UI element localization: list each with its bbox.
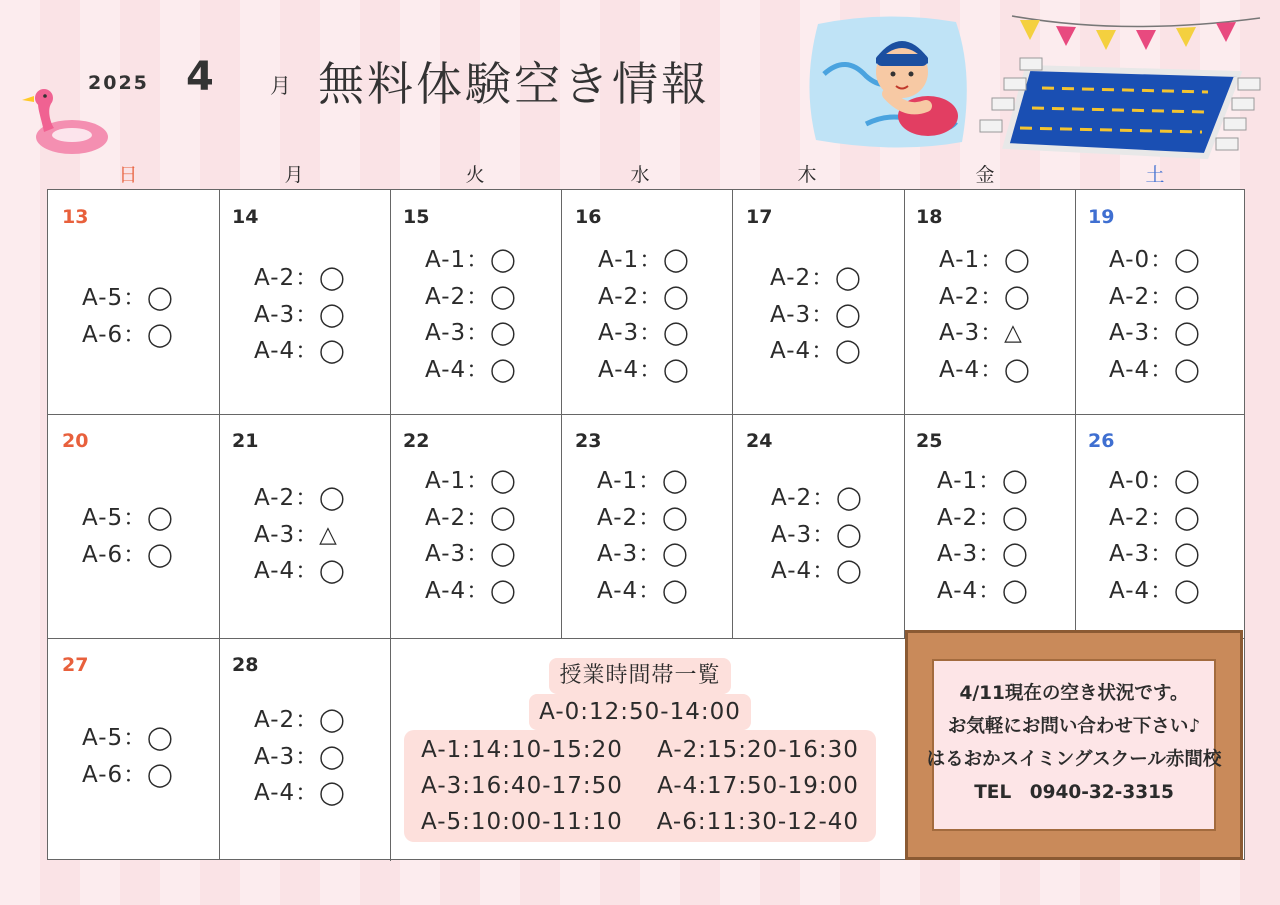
date-label: 13	[62, 206, 89, 228]
availability-slot: A-4：◯	[771, 558, 863, 584]
availability-slot: A-2：◯	[770, 265, 862, 291]
availability-list	[939, 242, 1031, 388]
availability-slot: A-3：◯	[425, 541, 517, 567]
availability-slot: A-2：◯	[937, 504, 1029, 531]
availability-slot: A-1：◯	[598, 247, 690, 273]
availability-slot: A-4：◯	[425, 356, 517, 383]
date-label: 27	[62, 654, 89, 676]
weekday-tue: 火	[465, 164, 485, 186]
notice-line: はるおかスイミングスクール赤間校	[926, 749, 1222, 770]
availability-list	[597, 463, 689, 609]
availability-slot: A-2：◯	[939, 283, 1031, 310]
availability-slot: A-6：◯	[82, 541, 174, 568]
availability-slot: A-6：◯	[82, 761, 174, 788]
availability-slot: A-3：◯	[425, 320, 517, 346]
schedule-slot: A-3:16:40-17:50	[421, 773, 623, 799]
availability-slot: A-0：◯	[1109, 247, 1201, 273]
date-label: 17	[746, 206, 773, 228]
availability-slot: A-2：◯	[598, 283, 690, 310]
availability-list	[82, 280, 174, 353]
availability-slot: A-3：◯	[254, 301, 346, 328]
availability-slot: A-2：◯	[1109, 283, 1201, 310]
availability-slot: A-3：◯	[597, 541, 689, 567]
availability-slot: A-4：◯	[254, 338, 346, 364]
availability-list	[254, 260, 346, 370]
availability-slot: A-2：◯	[597, 504, 689, 531]
weekday-fri: 金	[975, 164, 995, 186]
schedule-slot: A-1:14:10-15:20	[421, 737, 623, 763]
availability-slot: A-1：◯	[597, 468, 689, 494]
date-label: 28	[232, 654, 259, 676]
notice-line: 4/11現在の空き状況です。	[959, 683, 1189, 704]
date-label: 16	[575, 206, 602, 228]
availability-slot: A-5：◯	[82, 725, 174, 751]
availability-list	[425, 242, 517, 388]
swimmer-illustration	[806, 14, 972, 150]
availability-slot: A-3：◯	[937, 541, 1029, 567]
schedule-slot: A-4:17:50-19:00	[657, 773, 859, 799]
availability-slot: A-4：◯	[770, 338, 862, 364]
notice-line: お気軽にお問い合わせ下さい♪	[947, 716, 1201, 737]
availability-slot: A-3：◯	[1109, 320, 1201, 346]
date-label: 15	[403, 206, 430, 228]
date-label: 24	[746, 430, 773, 452]
availability-slot: A-2：◯	[254, 707, 346, 733]
availability-slot: A-4：◯	[425, 577, 517, 604]
date-label: 19	[1088, 206, 1115, 228]
availability-slot: A-2：◯	[425, 504, 517, 531]
availability-list	[1109, 463, 1201, 609]
availability-slot: A-2：◯	[1109, 504, 1201, 531]
availability-slot: A-3：◯	[770, 301, 862, 328]
schedule-title: 授業時間帯一覧	[549, 658, 730, 694]
month-number: 4	[186, 54, 214, 100]
date-label: 22	[403, 430, 430, 452]
availability-slot: A-3：△	[254, 521, 338, 548]
availability-list	[82, 720, 174, 793]
schedule-grid	[404, 730, 876, 842]
date-label: 14	[232, 206, 259, 228]
availability-slot: A-2：◯	[425, 283, 517, 310]
weekday-sun: 日	[118, 164, 138, 186]
availability-slot: A-3：◯	[771, 521, 863, 548]
weekday-mon: 月	[284, 164, 304, 186]
month-unit: 月	[270, 74, 291, 98]
availability-slot: A-4：◯	[939, 356, 1031, 383]
availability-slot: A-1：◯	[425, 247, 517, 273]
availability-list	[425, 463, 517, 609]
availability-list	[770, 260, 862, 370]
availability-slot: A-4：◯	[254, 558, 346, 584]
notice-phone: TEL 0940-32-3315	[974, 782, 1174, 803]
class-schedule-legend	[404, 658, 876, 842]
pool-illustration	[976, 6, 1262, 166]
notice-board	[905, 630, 1243, 860]
availability-slot: A-5：◯	[82, 505, 174, 531]
date-label: 25	[916, 430, 943, 452]
availability-slot: A-5：◯	[82, 285, 174, 311]
availability-slot: A-3：△	[939, 320, 1023, 346]
availability-list	[254, 480, 346, 590]
availability-list	[771, 480, 863, 590]
schedule-slot-a0: A-0:12:50-14:00	[529, 694, 751, 730]
availability-slot: A-4：◯	[937, 577, 1029, 604]
availability-list	[82, 500, 174, 573]
availability-slot: A-0：◯	[1109, 468, 1201, 494]
date-label: 21	[232, 430, 259, 452]
availability-slot: A-3：◯	[598, 320, 690, 346]
availability-slot: A-2：◯	[254, 485, 346, 511]
schedule-slot: A-6:11:30-12-40	[656, 809, 860, 835]
availability-list	[937, 463, 1029, 609]
availability-slot: A-4：◯	[598, 356, 690, 383]
date-label: 20	[62, 430, 89, 452]
availability-list	[254, 702, 346, 812]
availability-slot: A-2：◯	[771, 485, 863, 511]
availability-slot: A-1：◯	[425, 468, 517, 494]
page-title: 無料体験空き情報	[318, 57, 710, 111]
year-label: 2025	[88, 72, 149, 94]
availability-list	[1109, 242, 1201, 388]
availability-list	[598, 242, 690, 388]
date-label: 26	[1088, 430, 1115, 452]
availability-slot: A-1：◯	[937, 468, 1029, 494]
availability-slot: A-1：◯	[939, 247, 1031, 273]
availability-slot: A-6：◯	[82, 321, 174, 348]
date-label: 23	[575, 430, 602, 452]
weekday-thu: 木	[797, 164, 817, 186]
date-label: 18	[916, 206, 943, 228]
schedule-slot: A-5:10:00-11:10	[420, 809, 623, 835]
weekday-wed: 水	[630, 164, 650, 186]
notice-text	[908, 677, 1240, 809]
availability-slot: A-4：◯	[254, 780, 346, 806]
weekday-sat: 土	[1145, 164, 1165, 186]
availability-slot: A-3：◯	[254, 743, 346, 770]
availability-slot: A-4：◯	[597, 577, 689, 604]
availability-slot: A-3：◯	[1109, 541, 1201, 567]
availability-slot: A-4：◯	[1109, 356, 1201, 383]
availability-slot: A-4：◯	[1109, 577, 1201, 604]
availability-slot: A-2：◯	[254, 265, 346, 291]
schedule-slot: A-2:15:20-16:30	[657, 737, 859, 763]
